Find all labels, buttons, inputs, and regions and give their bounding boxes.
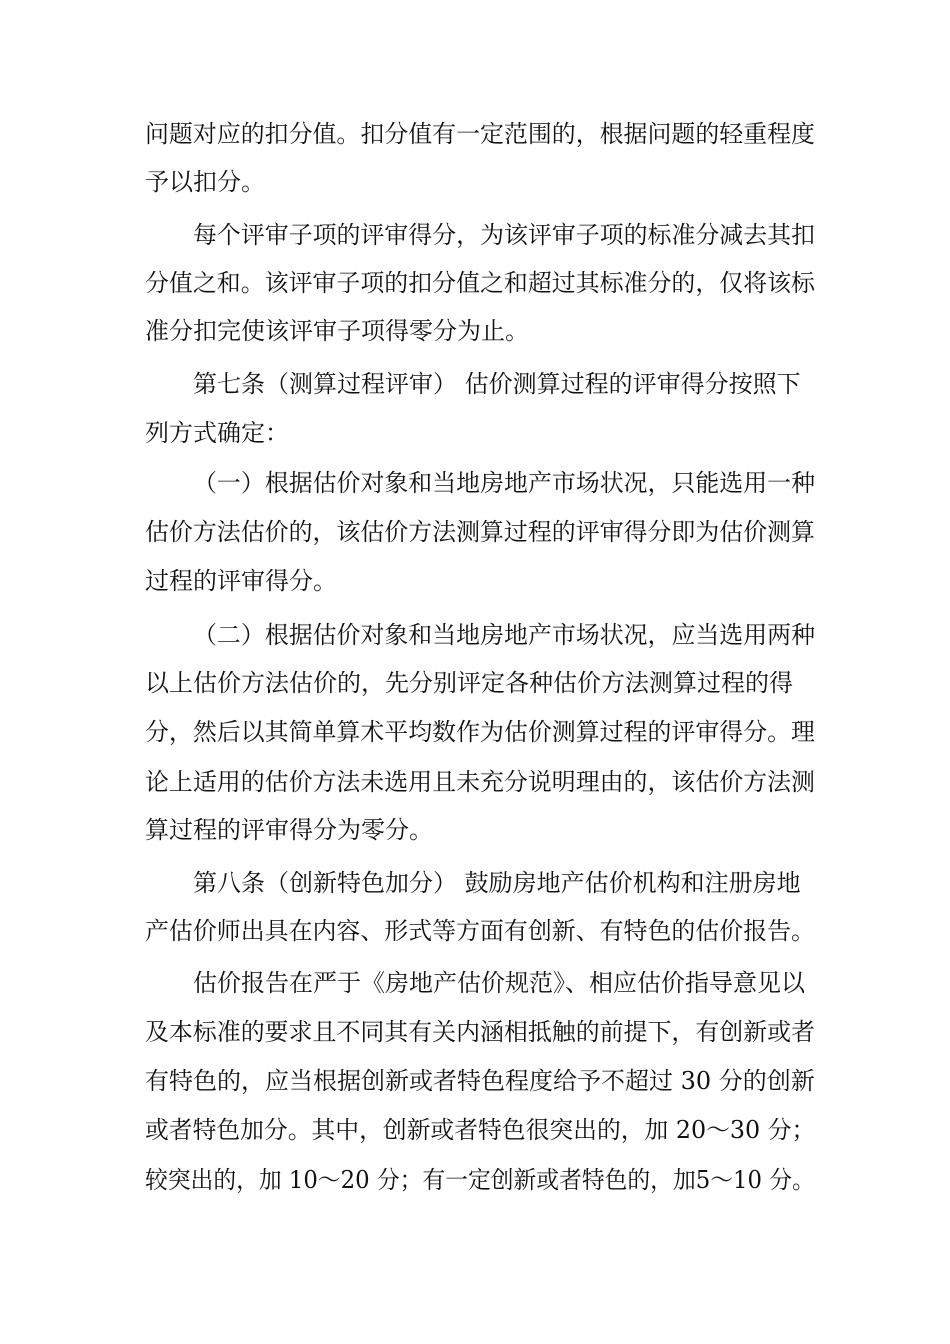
paragraph-line: 问题对应的扣分值。扣分值有一定范围的，根据问题的轻重程度 <box>145 120 815 148</box>
paragraph-line: 以上估价方法估价的，先分别评定各种估价方法测算过程的得 <box>145 669 793 697</box>
paragraph-line: 较突出的，加 10～20 分；有一定创新或者特色的，加5～10 分。 <box>145 1166 815 1194</box>
paragraph-line: 分，然后以其简单算术平均数作为估价测算过程的评审得分。理 <box>145 718 815 746</box>
paragraph-line: 准分扣完使该评审子项得零分为止。 <box>145 317 529 345</box>
paragraph-line: 及本标准的要求且不同其有关内涵相抵触的前提下，有创新或者 <box>145 1018 815 1046</box>
paragraph-line: 列方式确定： <box>145 419 289 447</box>
paragraph-line: 估价报告在严于《房地产估价规范》、相应估价指导意见以 <box>193 969 805 997</box>
paragraph-line: （二）根据估价对象和当地房地产市场状况，应当选用两种 <box>193 621 816 649</box>
paragraph-line: 分值之和。该评审子项的扣分值之和超过其标准分的，仅将该标 <box>145 269 815 297</box>
paragraph-line: 过程的评审得分。 <box>145 567 337 595</box>
paragraph-line: 予以扣分。 <box>145 168 265 196</box>
paragraph-line: 算过程的评审得分为零分。 <box>145 816 433 844</box>
article-seven-heading-line: 第七条（测算过程评审） 估价测算过程的评审得分按照下 <box>193 370 801 398</box>
paragraph-line: 每个评审子项的评审得分，为该评审子项的标准分减去其扣 <box>193 221 816 249</box>
paragraph-line: （一）根据估价对象和当地房地产市场状况，只能选用一种 <box>193 469 816 497</box>
paragraph-line: 有特色的，应当根据创新或者特色程度给予不超过 30 分的创新 <box>145 1067 815 1095</box>
paragraph-line: 估价方法估价的，该估价方法测算过程的评审得分即为估价测算 <box>145 518 815 546</box>
paragraph-line: 或者特色加分。其中，创新或者特色很突出的，加 20～30 分； <box>145 1116 816 1144</box>
article-eight-heading-line: 第八条（创新特色加分） 鼓励房地产估价机构和注册房地 <box>193 869 801 897</box>
paragraph-line: 产估价师出具在内容、形式等方面有创新、有特色的估价报告。 <box>145 917 815 945</box>
paragraph-line: 论上适用的估价方法未选用且未充分说明理由的，该估价方法测 <box>145 768 815 796</box>
